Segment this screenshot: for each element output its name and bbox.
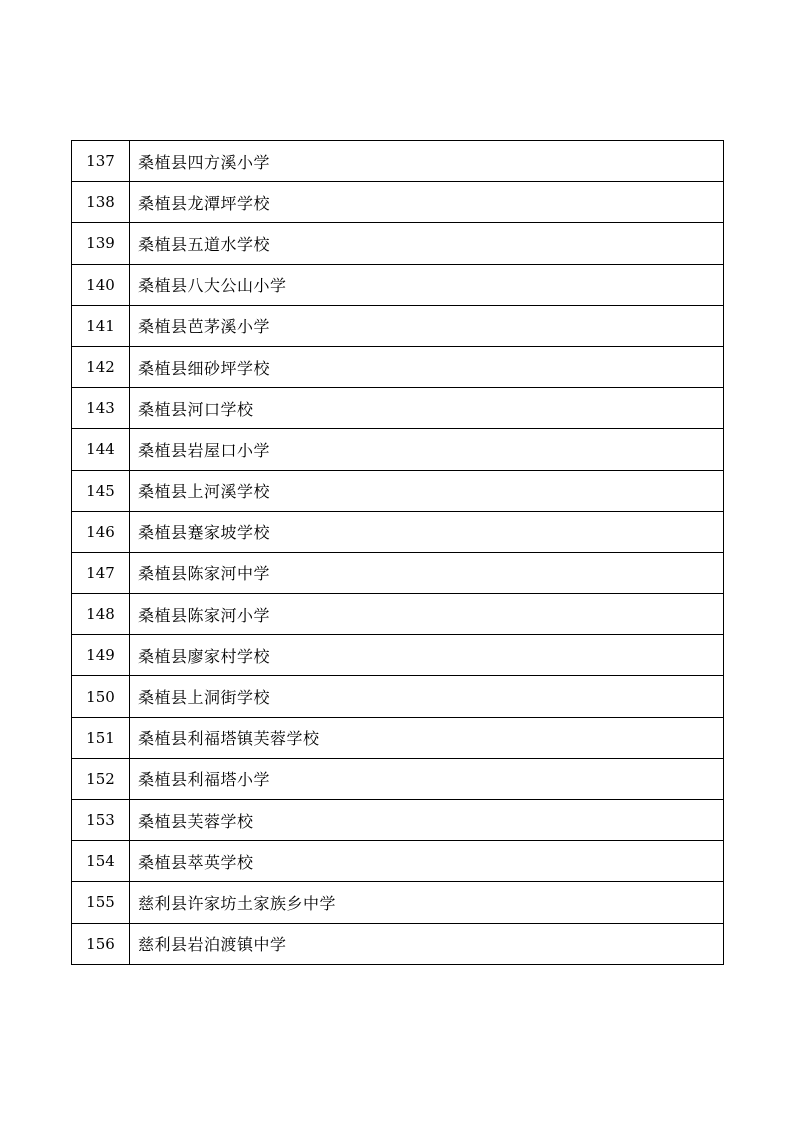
school-name: 慈利县许家坊土家族乡中学 [130,882,724,923]
table-row [72,264,724,305]
school-name: 桑植县上洞街学校 [130,676,724,717]
row-number: 144 [72,429,130,470]
table-row [72,305,724,346]
table-row [72,511,724,552]
school-name: 桑植县芭茅溪小学 [130,305,724,346]
school-name: 桑植县细砂坪学校 [130,346,724,387]
school-name: 桑植县陈家河中学 [130,552,724,593]
school-name: 桑植县萃英学校 [130,841,724,882]
school-name: 桑植县上河溪学校 [130,470,724,511]
row-number: 139 [72,223,130,264]
school-name: 桑植县廖家村学校 [130,635,724,676]
school-name: 桑植县陈家河小学 [130,594,724,635]
table-row [72,800,724,841]
table-row [72,841,724,882]
row-number: 152 [72,758,130,799]
row-number: 149 [72,635,130,676]
row-number: 154 [72,841,130,882]
table-row [72,552,724,593]
table-row [72,923,724,964]
table-row [72,429,724,470]
school-name: 桑植县五道水学校 [130,223,724,264]
table-row [72,141,724,182]
row-number: 137 [72,141,130,182]
row-number: 140 [72,264,130,305]
table-row [72,388,724,429]
row-number: 146 [72,511,130,552]
school-name: 慈利县岩泊渡镇中学 [130,923,724,964]
row-number: 145 [72,470,130,511]
row-number: 141 [72,305,130,346]
row-number: 143 [72,388,130,429]
row-number: 151 [72,717,130,758]
school-name: 桑植县利福塔小学 [130,758,724,799]
school-name: 桑植县四方溪小学 [130,141,724,182]
table-row [72,717,724,758]
table-row [72,758,724,799]
table-row [72,635,724,676]
school-name: 桑植县八大公山小学 [130,264,724,305]
table-row [72,882,724,923]
school-list-body [72,141,724,965]
row-number: 147 [72,552,130,593]
table-row [72,594,724,635]
table-row [72,346,724,387]
school-name: 桑植县芙蓉学校 [130,800,724,841]
school-name: 桑植县河口学校 [130,388,724,429]
table-row [72,470,724,511]
table-row [72,182,724,223]
row-number: 153 [72,800,130,841]
row-number: 155 [72,882,130,923]
row-number: 148 [72,594,130,635]
row-number: 138 [72,182,130,223]
school-name: 桑植县龙潭坪学校 [130,182,724,223]
row-number: 156 [72,923,130,964]
table-row [72,676,724,717]
school-list-table [71,140,724,965]
school-name: 桑植县岩屋口小学 [130,429,724,470]
table-row [72,223,724,264]
row-number: 142 [72,346,130,387]
school-name: 桑植县利福塔镇芙蓉学校 [130,717,724,758]
row-number: 150 [72,676,130,717]
school-name: 桑植县蹇家坡学校 [130,511,724,552]
